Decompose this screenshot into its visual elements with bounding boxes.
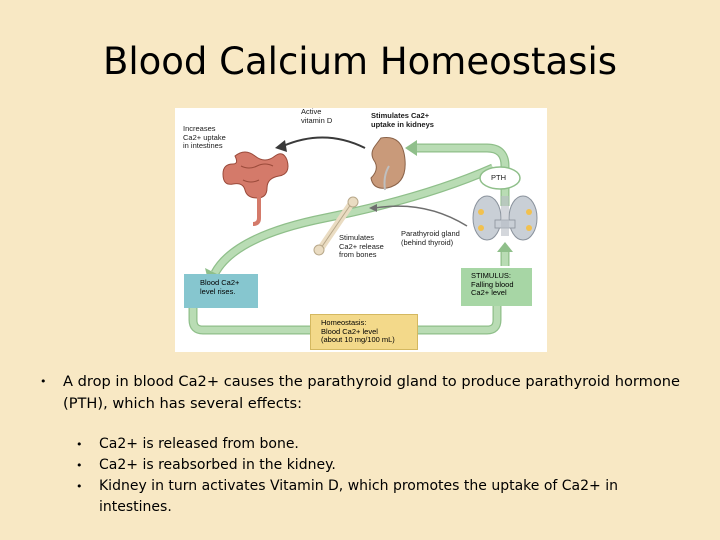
main-bullet-item — [40, 371, 680, 415]
label-increases-uptake: Increases Ca2+ uptake in intestines — [183, 124, 226, 150]
sub-bullet-text: Ca2+ is released from bone. — [99, 436, 299, 452]
arrowhead-kidney — [405, 140, 417, 156]
bullet-icon: • — [76, 480, 83, 493]
main-bullet-list — [40, 371, 680, 415]
label-stimulates-bones: Stimulates Ca2+ release from bones — [339, 233, 384, 259]
sub-bullet-item — [76, 476, 666, 518]
sub-bullet-text: Ca2+ is reabsorbed in the kidney. — [99, 457, 336, 473]
calcium-homeostasis-diagram — [175, 108, 547, 352]
intestine-icon — [223, 152, 288, 224]
main-bullet-text: A drop in blood Ca2+ causes the parathyroid gland to produce parathyroid hormone (PTH), which has several effects: — [63, 373, 680, 412]
slide-title: Blood Calcium Homeostasis — [102, 40, 618, 83]
arrowhead-intestine — [275, 140, 287, 152]
bullet-icon: • — [76, 438, 83, 451]
sub-bullet-text: Kidney in turn activates Vitamin D, which promotes the uptake of Ca2+ in intestines. — [99, 478, 618, 515]
arrow-thyroid-bone — [375, 206, 467, 226]
sub-bullet-list — [76, 434, 666, 518]
label-pth: PTH — [491, 173, 506, 182]
label-parathyroid-gland: Parathyroid gland (behind thyroid) — [401, 229, 460, 247]
bullet-icon: • — [76, 459, 83, 472]
sub-bullet-item — [76, 434, 666, 455]
box-blood-rises: Blood Ca2+ level rises. — [184, 274, 258, 308]
box-homeostasis: Homeostasis: Blood Ca2+ level (about 10 mg/100 mL) — [310, 314, 418, 350]
kidney-icon — [371, 137, 405, 190]
bullet-icon: • — [40, 375, 47, 388]
label-stimulates-kidney: Stimulates Ca2+ uptake in kidneys — [371, 111, 434, 129]
thyroid-icon — [473, 196, 537, 240]
arrow-bottom-right — [418, 304, 497, 330]
sub-bullet-item — [76, 455, 666, 476]
arrow-kidney-intestine — [283, 137, 365, 148]
box-stimulus: STIMULUS: Falling blood Ca2+ level — [461, 268, 532, 306]
arrowhead-thyroid — [497, 242, 513, 252]
label-active-vitamin-d: Active vitamin D — [301, 107, 333, 125]
